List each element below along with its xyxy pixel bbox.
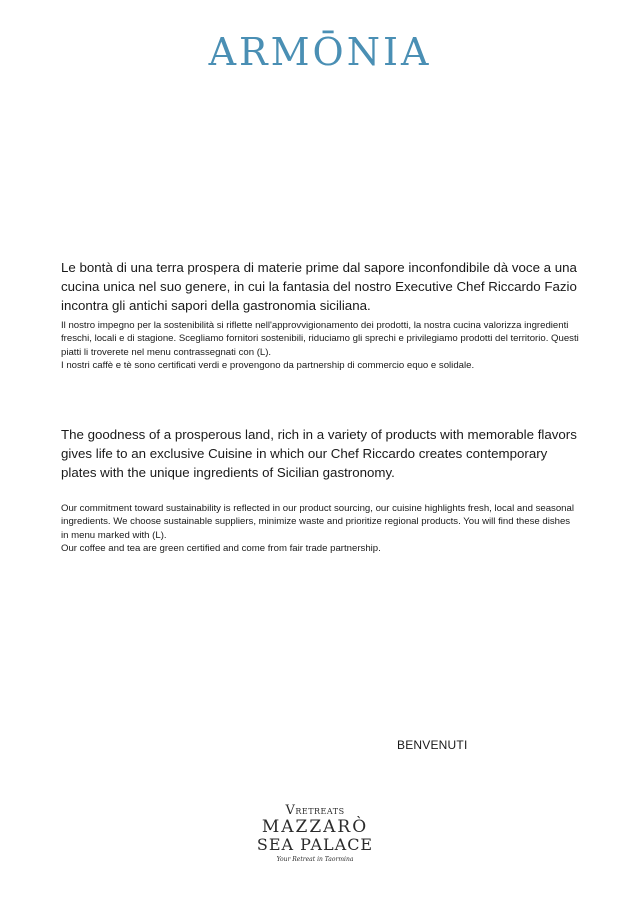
brand-name-line1: MAZZARÒ xyxy=(261,817,369,837)
brand-retreats-word: RETREATS xyxy=(295,807,345,816)
italian-sustainability-text xyxy=(61,319,581,373)
vretreats-mark xyxy=(240,803,390,818)
italian-intro-paragraph: Le bontà di una terra prospera di materie prime dal sapore inconfondibile dà voce a una cucina unica nel suo genere, in cui la fantasia del nostro Executive Chef Riccardo Fazio incontra gli antichi sapori della gastronomia siciliana. xyxy=(61,260,577,313)
welcome-text: BENVENUTI xyxy=(397,738,468,752)
english-sustainability-text xyxy=(61,502,576,556)
italian-coffee-paragraph: I nostri caffè e tè sono certificati verdi e provengono da partnership di commercio equo e solidale. xyxy=(61,360,475,372)
english-intro-paragraph: The goodness of a prosperous land, rich in a variety of products with memorable flavors gives life to an exclusive Cuisine in which our Chef Riccardo creates contemporary plates with the unique ingredients of Sicilian gastronomy. xyxy=(61,427,577,480)
english-sustainability-paragraph: Our commitment toward sustainability is reflected in our product sourcing, our cuisine highlights fresh, local and seasonal ingredients. We choose sustainable suppliers, minimize waste and prioritize regional products. You will find these dishes in menu marked with (L). xyxy=(61,503,574,541)
brand-v-letter: V xyxy=(285,803,296,818)
english-coffee-paragraph: Our coffee and tea are green certified and come from fair trade partnership. xyxy=(61,543,381,555)
italian-sustainability-paragraph: Il nostro impegno per la sostenibilità si riflette nell'approvvigionamento dei prodotti, la nostra cucina valorizza ingredienti freschi, locali e di stagione. Scegliamo fornitori sostenibili, riduciamo gli sprechi e privilegiamo prodotti del territorio. Questi piatti li troverete nel menu contrassegnati con (L). xyxy=(61,320,579,358)
brand-tagline: Your Retreat in Taormina xyxy=(276,856,354,863)
armonia-logo: ARMŌNIA xyxy=(208,30,432,74)
brand-name-line2: SEA PALACE xyxy=(256,835,374,854)
mazzaro-sea-palace-logo xyxy=(240,803,390,863)
